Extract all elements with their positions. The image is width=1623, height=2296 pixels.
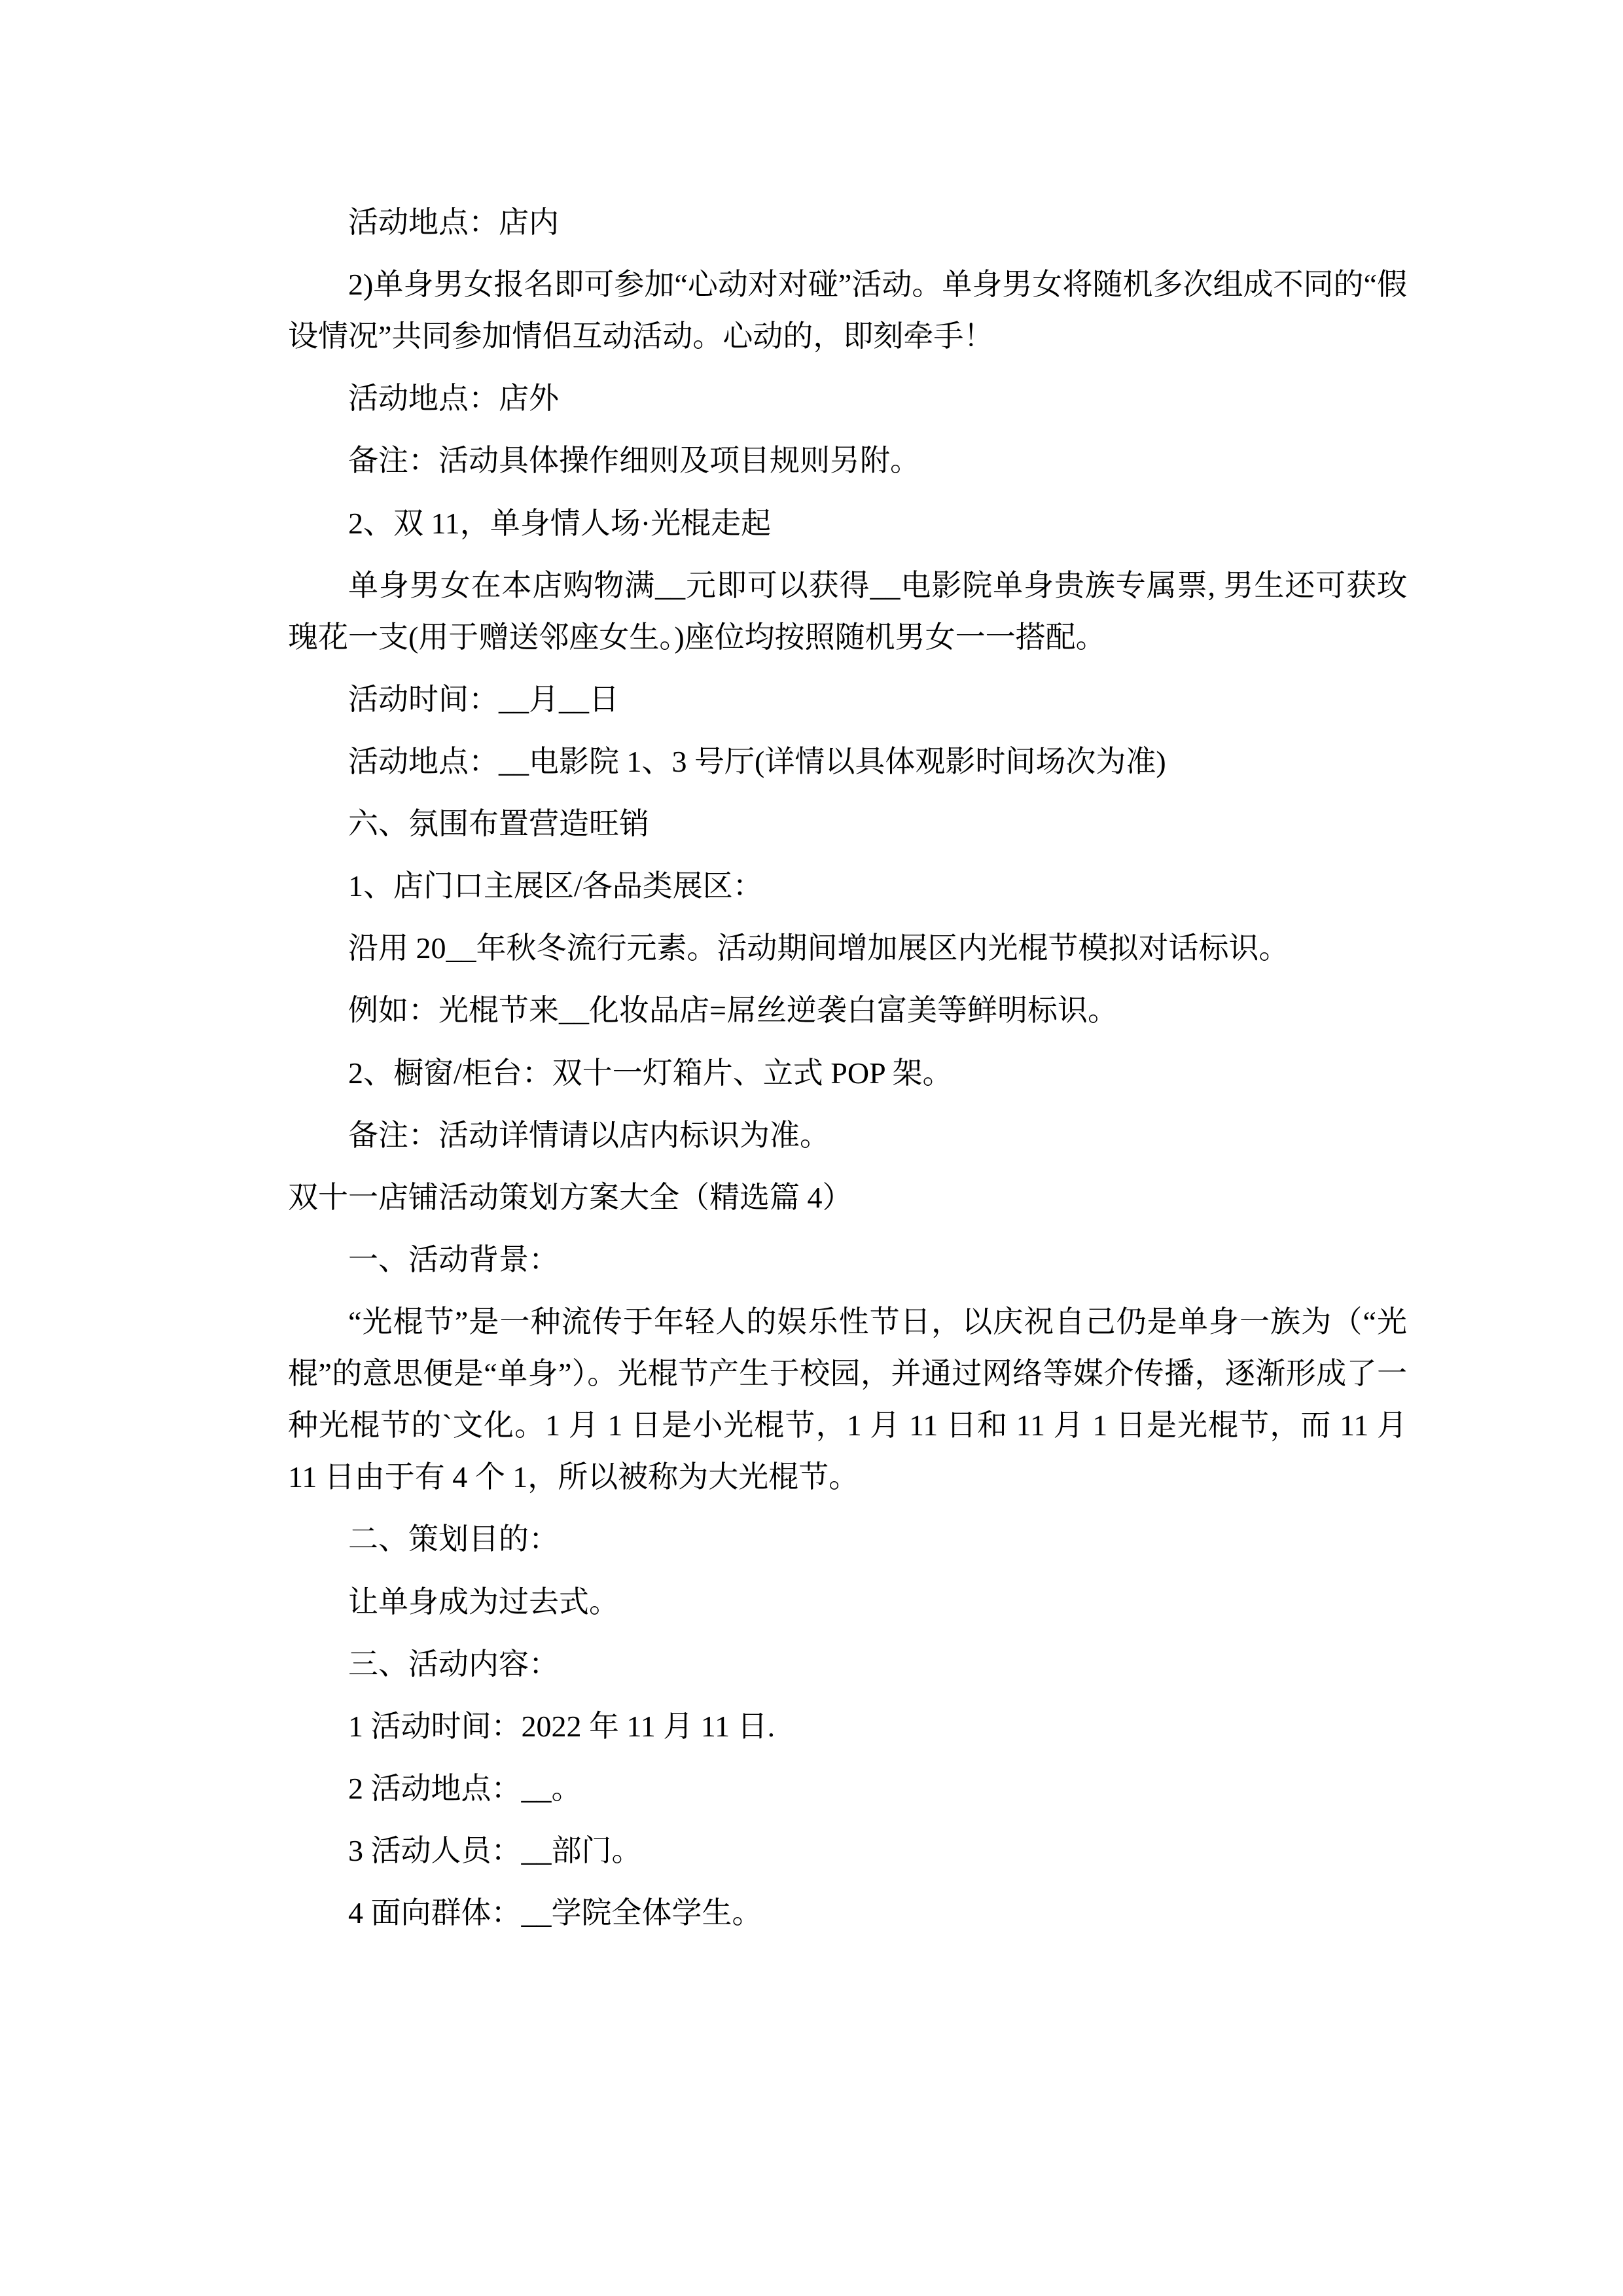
paragraph-section-2-heading: 2、双 11，单身情人场·光棍走起 (348, 506, 772, 540)
paragraph-content-location: 2 活动地点：__。 (348, 1771, 582, 1805)
paragraph-activity-location-indoor: 活动地点：店内 (348, 206, 559, 239)
paragraph-note-rules-attached: 备注：活动具体操作细则及项目规则另附。 (348, 444, 920, 478)
document-body (288, 196, 1407, 1939)
paragraph-activity-location-cinema: 活动地点：__电影院 1、3 号厅(详情以具体观影时间场次为准) (348, 744, 1166, 778)
heading-activity-content: 三、活动内容： (348, 1647, 559, 1681)
paragraph-content-time: 1 活动时间：2022 年 11 月 11 日. (348, 1709, 776, 1743)
paragraph-activity-location-outdoor: 活动地点：店外 (348, 382, 559, 416)
heading-planning-purpose: 二、策划目的： (348, 1522, 559, 1556)
paragraph-singles-signup-activity: 2)单身男女报名即可参加“心动对对碰”活动。单身男女将随机多次组成不同的“假设情况”共同参加情侣互动活动。心动的，即刻牵手！ (288, 268, 1407, 353)
paragraph-autumn-winter-elements: 沿用 20__年秋冬流行元素。活动期间增加展区内光棍节模拟对话标识。 (348, 931, 1289, 965)
heading-activity-background: 一、活动背景： (348, 1242, 559, 1276)
paragraph-item-2-window-counter: 2、橱窗/柜台：双十一灯箱片、立式 POP 架。 (348, 1056, 953, 1090)
paragraph-example-slogan: 例如：光棍节来__化妆品店=屌丝逆袭白富美等鲜明标识。 (348, 994, 1118, 1028)
paragraph-purpose-text: 让单身成为过去式。 (348, 1585, 619, 1619)
paragraph-singles-day-background: “光棍节”是一种流传于年轻人的娱乐性节日，以庆祝自己仍是单身一族为（“光棍”的意思便是“单身”）。光棍节产生于校园，并通过网络等媒介传播，逐渐形成了一种光棍节的`文化。1 月 1 日是小光棍节，1 月 11 日和 11 月 1 日是光棍节，而 11 月 11 日由于有 4 个 1，所以被称为大光棍节。 (288, 1304, 1407, 1494)
paragraph-activity-time: 活动时间：__月__日 (348, 682, 619, 716)
paragraph-purchase-ticket-reward: 单身男女在本店购物满__元即可以获得__电影院单身贵族专属票, 男生还可获玫瑰花一支(用于赠送邻座女生。)座位均按照随机男女一一搭配。 (288, 568, 1407, 654)
paragraph-content-personnel: 3 活动人员：__部门。 (348, 1833, 642, 1867)
paragraph-note-in-store-signage: 备注：活动详情请以店内标识为准。 (348, 1118, 830, 1152)
paragraph-section-six-heading: 六、氛围布置营造旺销 (348, 807, 649, 841)
paragraph-content-audience: 4 面向群体：__学院全体学生。 (348, 1896, 762, 1930)
paragraph-item-1-display-area: 1、店门口主展区/各品类展区： (348, 869, 763, 903)
heading-plan-selection-4: 双十一店铺活动策划方案大全（精选篇 4） (288, 1180, 853, 1214)
